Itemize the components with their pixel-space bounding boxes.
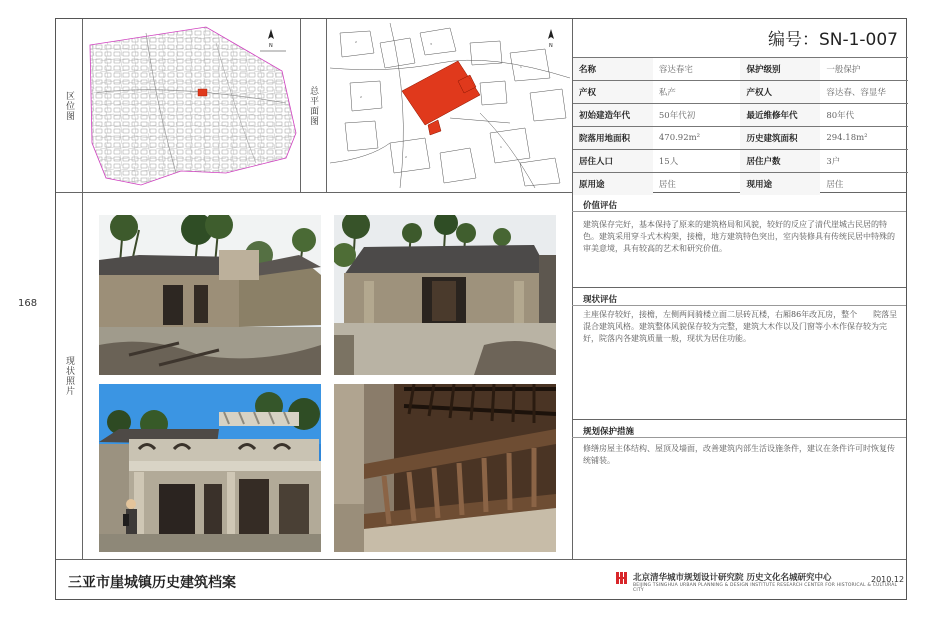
svg-text:2: 2	[405, 155, 407, 159]
status-title-divider	[572, 305, 906, 306]
info-key: 产权	[573, 81, 653, 104]
measures-title-divider	[572, 437, 906, 438]
photos-label: 现状照片	[64, 355, 74, 396]
site-plan-map	[330, 23, 570, 188]
info-row	[573, 58, 908, 81]
svg-text:1: 1	[520, 65, 522, 69]
institute-name-en: BEIJING TSINGHUA URBAN PLANNING & DESIGN INSTITUTE RESEARCH CENTER FOR HISTORICAL & CULTURAL CITY	[633, 583, 898, 593]
info-value: 294.18m²	[820, 127, 908, 150]
label-column-divider	[82, 19, 83, 559]
svg-text:1: 1	[500, 145, 502, 149]
protection-measures-title: 规划保护措施	[583, 427, 635, 437]
value-assessment-title: 价值评估	[583, 201, 618, 211]
page-number: 168	[18, 298, 38, 309]
info-key: 院落用地面积	[573, 127, 653, 150]
info-key: 原用途	[573, 173, 653, 196]
info-key: 初始建造年代	[573, 104, 653, 127]
info-value: 私产	[653, 81, 741, 104]
row-divider-bottom	[56, 559, 906, 560]
info-value: 470.92m²	[653, 127, 741, 150]
value-title-divider	[572, 211, 906, 212]
institute-name: 北京清华城市规划设计研究院 历史文化名城研究中心	[633, 573, 832, 583]
section-divider-1	[572, 287, 906, 288]
location-map-drawing	[86, 23, 298, 188]
location-map	[86, 23, 298, 188]
info-row	[573, 127, 908, 150]
archive-sheet	[55, 18, 907, 600]
photo-main-hall-facade-image	[334, 215, 556, 375]
photo-arcade-building-image	[99, 384, 321, 552]
info-value: 一般保护	[820, 58, 908, 81]
photo-courtyard-exterior	[99, 215, 321, 375]
site-plan-label: 总平面图	[308, 85, 318, 126]
photo-main-hall-facade	[334, 215, 556, 375]
info-value: 居住	[820, 173, 908, 196]
info-key: 居住户数	[740, 150, 820, 173]
svg-text:N: N	[269, 43, 273, 49]
svg-text:2: 2	[355, 40, 357, 44]
info-key: 产权人	[740, 81, 820, 104]
site-plan-drawing	[330, 23, 570, 188]
info-value: 3户	[820, 150, 908, 173]
archive-date: 2010.12	[871, 575, 905, 584]
photo-timber-interior	[334, 384, 556, 552]
info-row	[573, 173, 908, 196]
info-key: 保护级别	[740, 58, 820, 81]
status-assessment-title: 现状评估	[583, 295, 618, 305]
info-row	[573, 150, 908, 173]
info-row	[573, 81, 908, 104]
institute-logo-icon	[616, 572, 630, 584]
info-key: 名称	[573, 58, 653, 81]
status-assessment-text: 主座保存较好，接檐，左侧两间骑楼立面二层砖瓦楼，右厢86年改瓦房，整个 院落呈混合建筑风格。建筑整体风貌保存较为完整，建筑大木作以及门窗等小木作保存较为完好，院落内各建筑质量一般，现状为居住功能。	[583, 310, 898, 343]
protection-measures-text: 修缮房屋主体结构、屋顶及墙面，改善建筑内部生活设施条件，建议在条件许可时恢复传统铺装。	[583, 444, 895, 465]
info-key: 居住人口	[573, 150, 653, 173]
archive-code: 编号：SN-1-007	[767, 30, 898, 50]
photo-arcade-building	[99, 384, 321, 552]
info-key: 历史建筑面积	[740, 127, 820, 150]
info-value: 15人	[653, 150, 741, 173]
svg-text:3: 3	[430, 42, 432, 46]
info-value: 容达春宅	[653, 58, 741, 81]
info-value: 居住	[653, 173, 741, 196]
value-assessment-text: 建筑保存完好，基本保持了原来的建筑格局和风貌，较好的反应了清代崖城古民居的特色。建筑采用穿斗式木构架，接檐，地方建筑特色突出，室内装修具有传统民居中特殊的审美意境，具有较高的艺术和研究价值。	[583, 220, 895, 253]
info-value: 50年代初	[653, 104, 741, 127]
location-map-label: 区位图	[64, 90, 74, 121]
map-divider-2	[326, 19, 327, 192]
svg-text:2: 2	[360, 95, 362, 99]
section-divider-2	[572, 419, 906, 420]
info-row	[573, 104, 908, 127]
info-value: 80年代	[820, 104, 908, 127]
info-key: 现用途	[740, 173, 820, 196]
info-value: 容达春、容显华	[820, 81, 908, 104]
photo-timber-interior-image	[334, 384, 556, 552]
archive-title: 三亚市崖城镇历史建筑档案	[68, 575, 236, 591]
svg-text:N: N	[549, 43, 553, 49]
building-info-table	[573, 57, 908, 195]
photo-courtyard-exterior-image	[99, 215, 321, 375]
info-key: 最近维修年代	[740, 104, 820, 127]
